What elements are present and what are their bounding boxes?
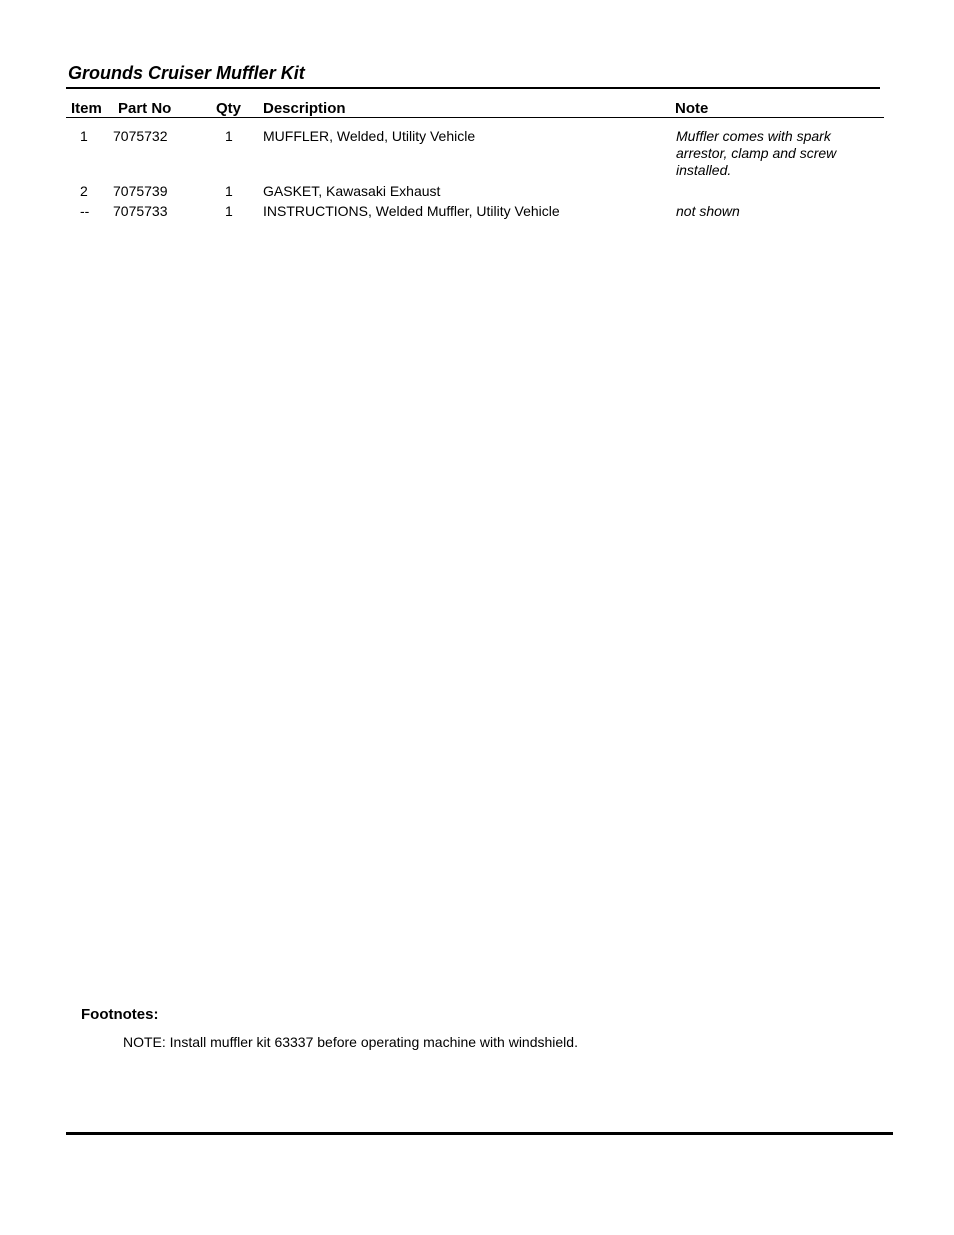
row-description: GASKET, Kawasaki Exhaust [263, 183, 441, 199]
header-description: Description [263, 100, 346, 117]
row-note: Muffler comes with spark arrestor, clamp and screw installed. [676, 128, 837, 178]
row-item: 2 [80, 183, 88, 199]
footnotes-title: Footnotes: [81, 1006, 159, 1023]
row-qty: 1 [225, 183, 233, 199]
header-divider [66, 117, 884, 118]
header-item: Item [71, 100, 102, 117]
footer-divider [66, 1132, 893, 1135]
row-item: 1 [80, 128, 88, 144]
row-item: -- [80, 203, 90, 219]
row-description: MUFFLER, Welded, Utility Vehicle [263, 128, 476, 144]
header-note: Note [675, 100, 709, 117]
row-qty: 1 [225, 128, 233, 144]
row-part-no: 7075733 [113, 203, 168, 219]
row-qty: 1 [225, 203, 233, 219]
page-title: Grounds Cruiser Muffler Kit [68, 63, 305, 83]
row-part-no: 7075739 [113, 183, 168, 199]
row-description: INSTRUCTIONS, Welded Muffler, Utility Vehicle [263, 203, 560, 219]
footnote-text: NOTE: Install muffler kit 63337 before operating machine with windshield. [123, 1034, 578, 1050]
header-qty: Qty [216, 100, 242, 117]
title-divider [66, 87, 880, 89]
header-part-no: Part No [118, 100, 172, 117]
row-note: not shown [676, 203, 740, 219]
row-part-no: 7075732 [113, 128, 168, 144]
